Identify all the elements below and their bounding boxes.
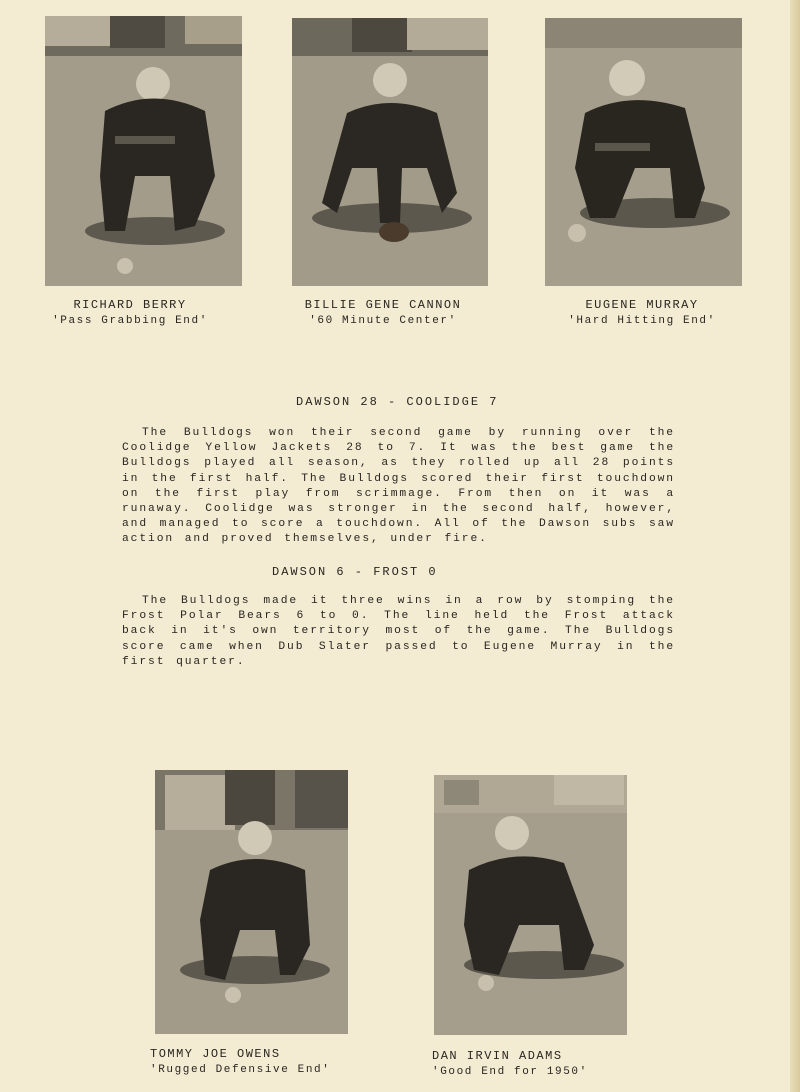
player-caption (432, 1048, 632, 1080)
player-photo-billie-gene-cannon (292, 18, 488, 286)
player-photo-dan-irvin-adams (434, 775, 627, 1035)
player-title: 'Good End for 1950' (432, 1066, 588, 1078)
game-heading: DAWSON 28 - COOLIDGE 7 (296, 395, 499, 409)
player-caption (150, 1046, 365, 1078)
player-name: BILLIE GENE CANNON (304, 298, 462, 312)
player-photo-eugene-murray (545, 18, 742, 286)
player-title: '60 Minute Center' (309, 315, 457, 327)
player-name: EUGENE MURRAY (585, 298, 699, 312)
player-name: TOMMY JOE OWENS (150, 1047, 281, 1061)
game-summary: The Bulldogs won their second game by running over the Coolidge Yellow Jackets 28 to 7. It was the best game the Bulldogs played all season, as they rolled up all 28 points in the first half. The Bulldogs scored their first touchdown on the first play from scrimmage. From then on it was a runaway. Coolidge was stronger in the second half, however, and managed to score a touchdown. All of the Dawson subs saw action and proved themselves, under fire. (122, 427, 675, 546)
player-title: 'Hard Hitting End' (568, 315, 716, 327)
player-photo-tommy-joe-owens (155, 770, 348, 1034)
player-caption (30, 297, 230, 329)
game-heading: DAWSON 6 - FROST 0 (272, 565, 438, 579)
page-edge (790, 0, 800, 1092)
player-caption (544, 297, 740, 329)
player-caption (281, 297, 485, 329)
player-title: 'Pass Grabbing End' (52, 315, 208, 327)
player-title: 'Rugged Defensive End' (150, 1064, 331, 1076)
player-name: DAN IRVIN ADAMS (432, 1049, 563, 1063)
player-name: RICHARD BERRY (73, 298, 187, 312)
game-summary: The Bulldogs made it three wins in a row by stomping the Frost Polar Bears 6 to 0. The line held the Frost attack back in it's own territory most of the game. The Bulldogs score came when Dub Slater passed to Eugene Murray in the first quarter. (122, 595, 675, 668)
player-photo-richard-berry (45, 16, 242, 286)
